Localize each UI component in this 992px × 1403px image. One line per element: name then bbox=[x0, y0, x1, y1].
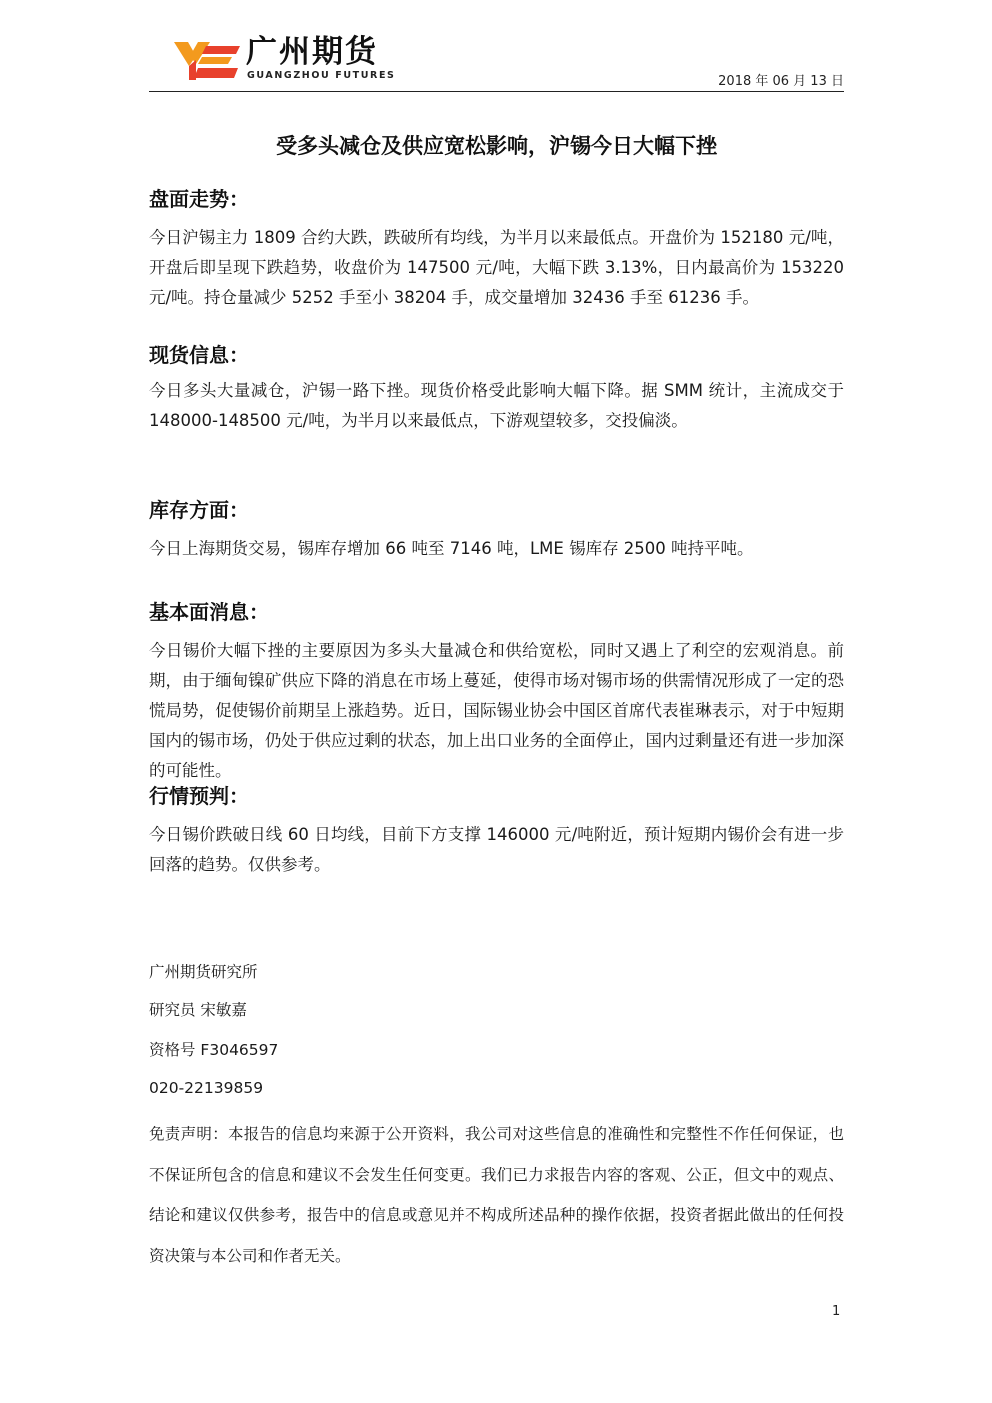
section-body-inventory: 今日上海期货交易，锡库存增加 66 吨至 7146 吨，LME 锡库存 2500 吨持平吨。 bbox=[149, 539, 754, 558]
signature-qualification: 资格号 F3046597 bbox=[149, 1041, 279, 1059]
report-date: 2018 年 06 月 13 日 bbox=[718, 74, 844, 89]
logo-text-en: GUANGZHOU FUTURES bbox=[247, 70, 396, 81]
section-body-fundamentals: 今日锡价大幅下挫的主要原因为多头大量减仓和供给宽松，同时又遇上了利空的宏观消息。前期，由于缅甸镍矿供应下降的消息在市场上蔓延，使得市场对锡市场的供需情况形成了一定的恐慌局势，促使锡价前期呈上涨趋势。近日，国际锡业协会中国区首席代表崔琳表示，对于中短期国内的锡市场，仍处于供应过剩的状态，加上出口业务的全面停止，国内过剩量还有进一步加深的可能性。 bbox=[149, 641, 844, 780]
section-heading-fundamentals: 基本面消息： bbox=[149, 600, 269, 624]
page-number: 1 bbox=[832, 1304, 841, 1319]
document-title: 受多头减仓及供应宽松影响，沪锡今日大幅下挫 bbox=[276, 134, 717, 158]
section-heading-market-trend: 盘面走势： bbox=[149, 187, 249, 211]
logo-text-cn: 广州期货 bbox=[246, 34, 378, 70]
signature-researcher: 研究员 宋敏嘉 bbox=[149, 1001, 247, 1019]
signature-institute: 广州期货研究所 bbox=[149, 963, 258, 981]
section-heading-outlook: 行情预判： bbox=[149, 784, 249, 808]
logo-icon bbox=[172, 38, 242, 82]
header-divider bbox=[149, 91, 844, 92]
section-body-market-trend: 今日沪锡主力 1809 合约大跌，跌破所有均线，为半月以来最低点。开盘价为 152180 元/吨，开盘后即呈现下跌趋势，收盘价为 147500 元/吨，大幅下跌 3.13%，日内最高价为 153220 元/吨。持仓量减少 5252 手至小 38204 手，成交量增加 32436 手至 61236 手。 bbox=[149, 228, 844, 307]
section-heading-spot-info: 现货信息： bbox=[149, 343, 249, 367]
section-body-spot-info: 今日多头大量减仓，沪锡一路下挫。现货价格受此影响大幅下降。据 SMM 统计，主流成交于 148000-148500 元/吨，为半月以来最低点，下游观望较多，交投偏淡。 bbox=[149, 381, 844, 430]
section-body-outlook: 今日锡价跌破日线 60 日均线，目前下方支撑 146000 元/吨附近，预计短期内锡价会有进一步回落的趋势。仅供参考。 bbox=[149, 825, 844, 874]
disclaimer: 免责声明：本报告的信息均来源于公开资料，我公司对这些信息的准确性和完整性不作任何保证，也不保证所包含的信息和建议不会发生任何变更。我们已力求报告内容的客观、公正，但文中的观点、结论和建议仅供参考，报告中的信息或意见并不构成所述品种的操作依据，投资者据此做出的任何投资决策与本公司和作者无关。 bbox=[149, 1125, 844, 1265]
signature-phone: 020-22139859 bbox=[149, 1079, 264, 1097]
section-heading-inventory: 库存方面： bbox=[149, 498, 249, 522]
